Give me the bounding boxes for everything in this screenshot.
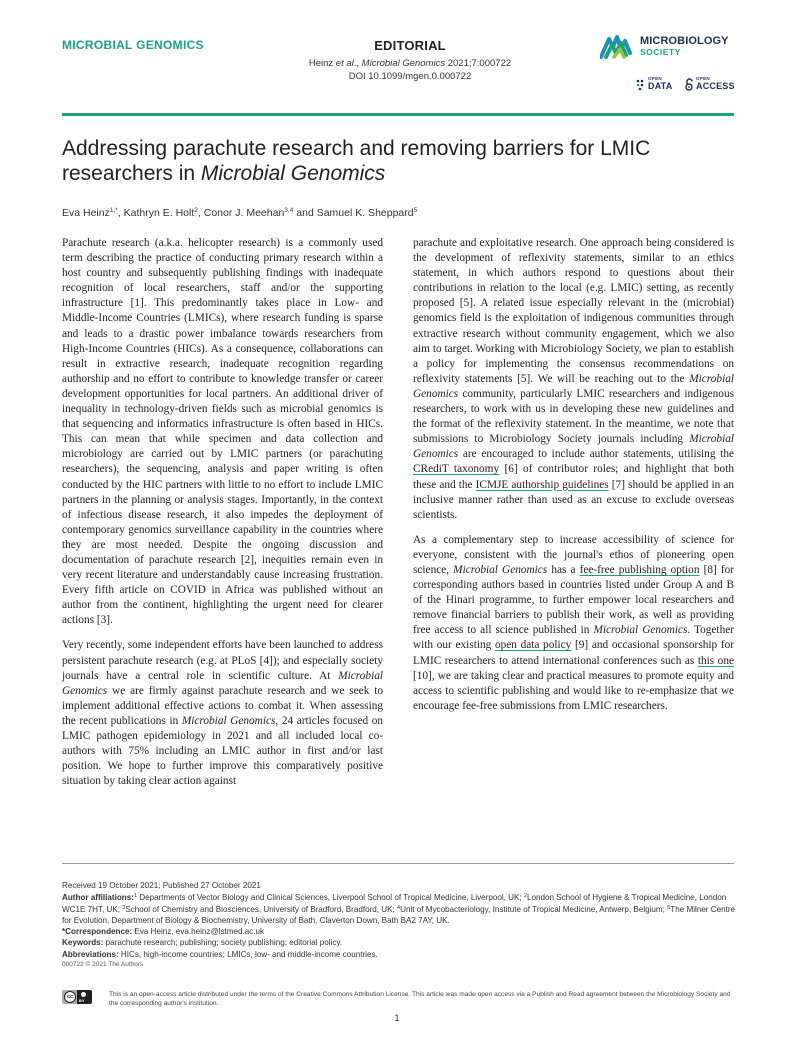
author-name[interactable]: Conor J. Meehan	[203, 207, 285, 219]
author-sep: and	[293, 207, 317, 219]
author-sep: ,	[117, 207, 124, 219]
journal-name-italic: Microbial Genomics	[593, 624, 688, 637]
body-paragraph-1: Parachute research (a.k.a. helicopter research) is a commonly used term describing the practice of conducting primary research within a host country and subsequently publishing findings with inadequate recognition of local researchers, staff and/or the supporting infrastructure [1]. This predominantly takes place in Low- and Middle-Income Countries (LMICs), where research funding is sparse and leads to a drastic power imbalance towards researchers from High-Income Countries (HICs). As a consequence, collaborations can result in extractive research, inadequate recognition regarding authorship and no effort to contribute to knowledge transfer or career development opportunities for local partners. An additional driver of inequality in technology-driven fields such as microbial genomics is that sequencing and informatics infrastructure is often based in HICs. This can mean that while specimen and data collection and microbiology are carried out by LMIC partners (or parachuting researchers), the sequencing, analysis and paper writing is often conducted by the HIC partners with little to no effort to include LMIC partners in the planning or analysis stages. Importantly, in the context of infectious disease research, it also impedes the deployment of contemporary genomics surveillance capability in the countries where they are most needed. Despite the ongoing discussion and documentation of parachute research [2], inequities remain even in very recent literature and understandably cause increasing frustration. Every fifth article on COVID in Africa was published without an author from the continent, highlighting the urgent need for clearer actions [3].	[62, 237, 383, 627]
article-type: EDITORIAL	[374, 38, 446, 53]
citation	[260, 57, 560, 70]
journal-name-italic: Microbial Genomics	[413, 372, 734, 400]
kw-label: Keywords:	[62, 938, 104, 948]
open-access-badge[interactable]	[684, 76, 736, 92]
journal-name-italic: Microbial Genomics	[413, 433, 734, 461]
body-paragraph-3	[413, 236, 734, 523]
affil-label: Author affiliations:	[62, 893, 134, 903]
text-run: parachute and exploitative research. One approach being considered is the development of reflexivity statements, similar to an ethics statement, in which authors respond to questions about their contributions in relation to the local (e.g. LMIC) setting, as recently proposed [5]. A related issue especially relevant in the (microbial) genomics field is the exploitation of indigenous communities through extractive research without community engagement, which we also aim to target. Working with Microbiology Society, we plan to establish a policy for implementing the consensus recommendations on reflexivity statements [5]. We will be reaching out to the	[413, 237, 734, 385]
correspondence	[62, 926, 738, 937]
text-run: , 24 articles focused on LMIC pathogen epidemiology in 2021 and all included local co-authors with 75% including an LMIC author in first and/or last position. We hope to further improve this comparatively positive situation by taking clear action against	[62, 714, 384, 788]
body-paragraph-4	[413, 533, 734, 714]
copyright: 000722 © 2021 The Authors	[62, 960, 144, 968]
citation-sep: .,	[353, 58, 360, 69]
abbr-value: HICs, high-income countries; LMICs, low- and middle-income countries.	[118, 949, 378, 959]
text-run: As a complementary step to increase accessibility of science for everyone, consistent with the journal's ethos of pioneering open science,	[413, 533, 734, 576]
text-run: we are firmly against parachute research and we seek to implement additional effective actions to combat it. When assessing the recent publications in	[62, 684, 383, 727]
citation-journal: Microbial Genomics	[361, 58, 446, 69]
text-run: Very recently, some independent efforts have been launched to address persistent parachute research (e.g. at PLoS [4]); and especially society journals have a central role in scientific culture. At	[62, 639, 383, 682]
open-data-label: DATA	[648, 81, 673, 91]
logo-line1: MICROBIOLOGY	[640, 35, 729, 47]
license-block	[62, 989, 738, 1013]
open-data-small: OPEN	[648, 76, 662, 81]
article-header	[260, 38, 560, 83]
open-access-label: ACCESS	[696, 81, 735, 91]
open-data-badge[interactable]	[636, 76, 676, 92]
journal-name-italic: Microbial Genomics	[62, 669, 383, 697]
fee-free-publishing-link[interactable]: fee-free publishing option	[579, 563, 700, 576]
open-access-small: OPEN	[696, 76, 710, 81]
article-footer	[62, 880, 738, 969]
cc-icon: cc	[64, 991, 76, 1003]
title-journal: Microbial Genomics	[200, 162, 386, 185]
cc-by-license-icon[interactable]	[62, 990, 92, 1004]
affil-4: Unit of Mycobacteriology, Institute of Tropical Medicine, Antwerp, Belgium;	[400, 905, 668, 915]
text-run: [6] of contributor roles; and highlight that both these and the	[413, 463, 734, 491]
affil-2: London School of Hygiene & Tropical Medicine, London WC1E 7HT, UK;	[62, 893, 727, 915]
logo-line2: SOCIETY	[640, 47, 681, 57]
author-affil: 3,4	[284, 207, 294, 214]
open-access-lock-icon	[684, 78, 694, 91]
footer-divider	[62, 863, 734, 864]
body-column-left	[62, 236, 383, 799]
author-affiliations: Author affiliations:$^1$ Departments of Vector Biology and Clinical Sciences, Liverpool School of Tropical Medicine, Liverpool, UK; $^2$London School of Hygiene & Tropical Medicine, London WC1E 7HT, UK; $^3$School of Chemistry and Biosciences, University of Bradford, Bradford, UK; $^4$Unit of Mycobacteriology, Institute of Tropical Medicine, Antwerp, Belgium; $^5$The Milner Centre for Evolution, Department of Biology & Biochemistry, University of Bath, Claverton Down, Bath BA2 7AY, UK.	[62, 893, 736, 926]
keywords	[62, 937, 738, 948]
kw-value: parachute research; publishing; society publishing; editorial policy.	[103, 938, 343, 948]
text-run: [7] should be applied in an inclusive manner rather than used as an excuse to exclude overseas scientists.	[413, 478, 735, 521]
citation-authors: Heinz	[308, 58, 336, 69]
icmje-guidelines-link[interactable]: ICMJE authorship guidelines	[475, 478, 609, 491]
title-text: Addressing parachute research and removing barriers for LMIC researchers in	[62, 137, 651, 185]
header-divider	[62, 113, 734, 116]
open-data-policy-link[interactable]: open data policy	[494, 639, 572, 652]
received-dates: Received 19 October 2021; Published 27 October 2021	[62, 881, 261, 890]
conference-link[interactable]: this one	[697, 654, 734, 667]
author-name[interactable]: Kathryn E. Holt	[123, 207, 195, 219]
author-name[interactable]: Eva Heinz	[62, 207, 110, 219]
text-run: [9] and occasional sponsorship for LMIC researchers to attend international conferences such as	[413, 639, 734, 667]
author-name[interactable]: Samuel K. Sheppard	[316, 207, 414, 219]
microbiology-society-logo[interactable]	[600, 31, 740, 61]
text-run: are encouraged to include author statements, utilising the	[458, 448, 734, 461]
person-icon	[81, 992, 86, 997]
affil-1: Departments of Vector Biology and Clinical Sciences, Liverpool School of Tropical Medicine, Liverpool, UK;	[137, 893, 524, 903]
page-number: 1	[394, 1013, 400, 1023]
journal-name-italic: Microbial Genomics	[181, 714, 276, 727]
doi[interactable]: DOI 10.1099/mgen.0.000722	[348, 71, 472, 82]
corr-value[interactable]: Eva Heinz, eva.heinz@lstmed.ac.uk	[132, 927, 265, 937]
abbreviations	[62, 949, 738, 960]
society-logo-icon	[600, 33, 638, 59]
body-column-right	[413, 236, 734, 724]
article-title	[62, 136, 742, 186]
corr-label: *Correspondence:	[62, 927, 133, 937]
text-run: community, particularly LMIC researchers and indigenous researchers, to work with us in developing these new guidelines and the format of the reflexivity statement. In the meantime, we note that submissions to Microbiology Society journals including	[413, 387, 734, 446]
open-data-icon	[636, 78, 646, 91]
author-affil: 2	[194, 207, 198, 214]
author-sep: ,	[197, 207, 204, 219]
author-affil: 5	[413, 207, 418, 214]
credit-taxonomy-link[interactable]: CRediT taxonomy	[413, 463, 500, 476]
text-run: [8] for corresponding authors based in countries listed under Group A and B of the Hinari programme, to further empower local researchers and remove financial barriers to publish their work, as well as providing free access to all science published in	[413, 563, 735, 637]
author-list	[62, 207, 742, 219]
author-affil: 1,*	[109, 207, 118, 214]
license-text: This is an open-access article distributed under the terms of the Creative Commons Attribution License. This article was made open access via a Publish and Read agreement between the Microbiology Society and the corresponding author's institution.	[109, 991, 731, 1007]
text-run: . Together with our existing	[413, 624, 734, 652]
journal-name: MICROBIAL GENOMICS	[62, 38, 204, 52]
text-run: has a	[547, 563, 580, 576]
journal-name-italic: Microbial Genomics	[453, 563, 548, 576]
abbr-label: Abbreviations:	[62, 949, 119, 959]
affil-5: The Milner Centre for Evolution, Department of Biology & Biochemistry, University of Bath, Claverton Down, Bath BA2 7AY, UK.	[62, 905, 736, 926]
text-run: [10], we are taking clear and practical measures to promote equity and access to scientific publishing and would like to re-emphasize that we encourage fee-free submissions from LMIC researchers.	[413, 669, 734, 712]
citation-volume: 2021;7:000722	[445, 58, 512, 69]
citation-etal: et al	[335, 58, 354, 69]
affil-3: School of Chemistry and Biosciences, University of Bradford, Bradford, UK;	[125, 905, 398, 915]
by-label: BY	[79, 998, 85, 1003]
body-paragraph-2	[62, 638, 383, 789]
